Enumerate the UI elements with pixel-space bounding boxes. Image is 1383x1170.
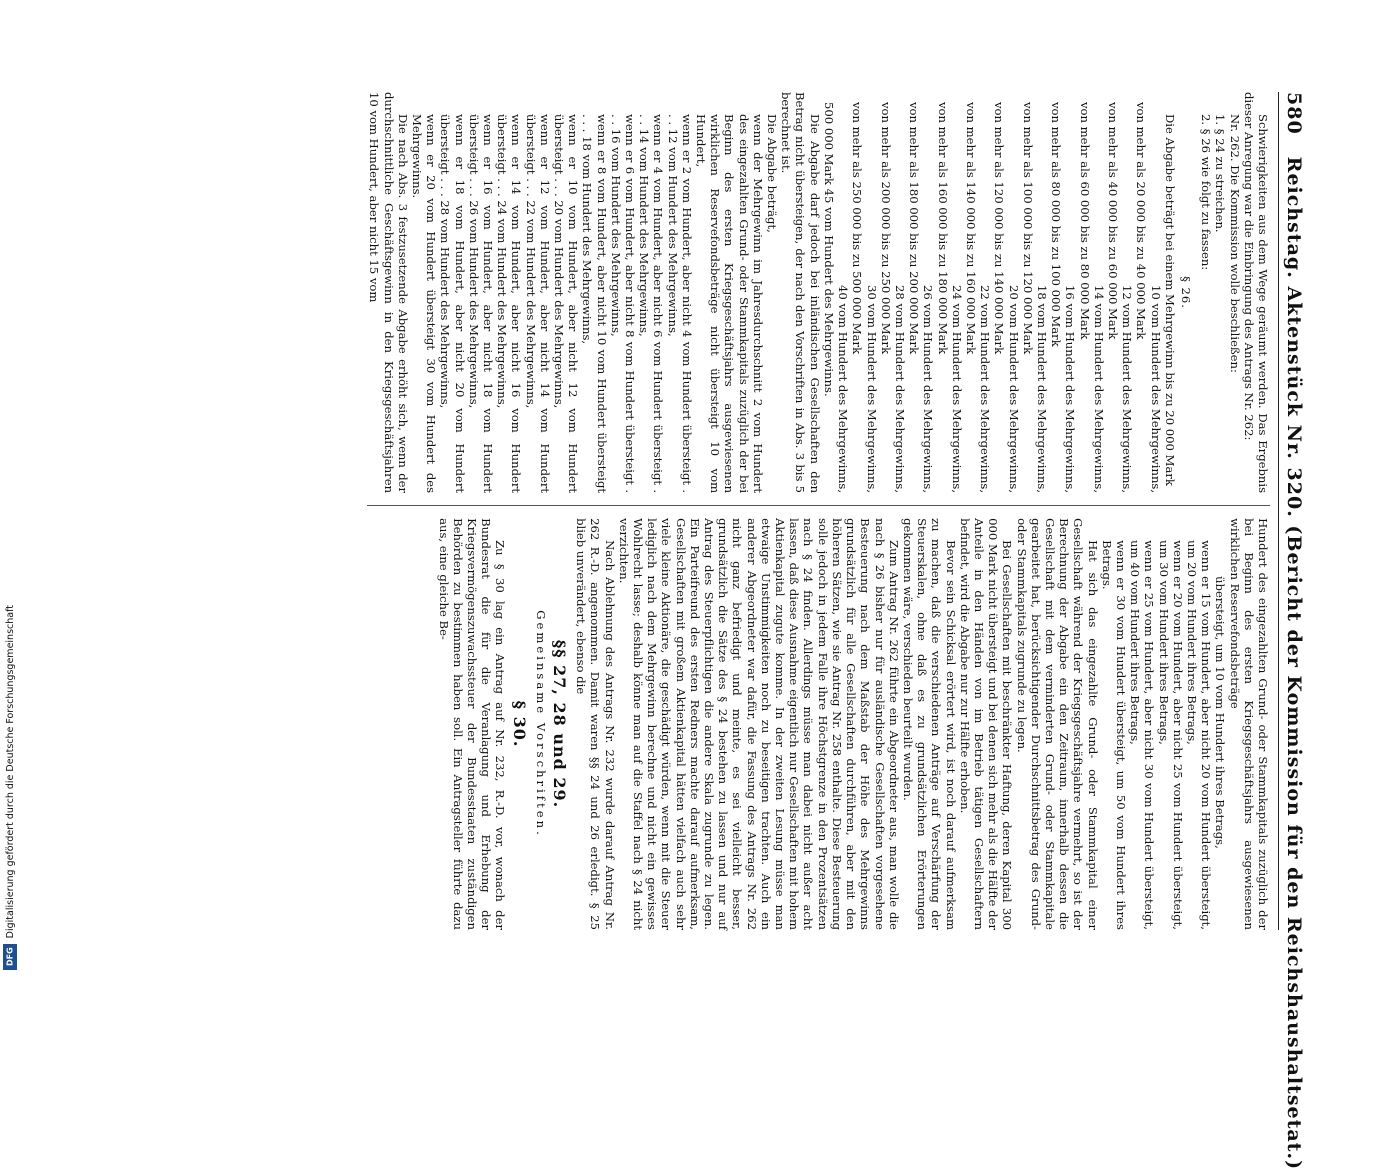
rate-percent: 22 vom Hundert des Mehrgewinns, <box>978 285 993 494</box>
rate-line: wenn er 4 vom Hundert, aber nicht 6 vom Hundert übersteigt . . . 14 vom Hundert des Mehrgewinns, <box>637 114 666 494</box>
rate-range <box>893 102 907 285</box>
paragraph: wenn der Mehrgewinn im Jahresdurchschnitt 2 vom Hundert des eingezahlten Grund- oder Stammkapitals zuzüglich der bei Beginn des ersten Kriegsgeschäftsjahrs ausgewiesenen wirklichen Reservefondsbeträge nicht übersteigt 10 vom Hundert, <box>694 114 765 494</box>
rate-range <box>1092 102 1106 285</box>
rate-range: von mehr als 60 000 bis zu 80 000 Mark <box>1077 102 1092 340</box>
rate-row <box>1035 92 1049 493</box>
rate-range: von mehr als 40 000 bis zu 60 000 Mark <box>1105 102 1120 340</box>
rate-table-2 <box>410 92 694 493</box>
rate-line: wenn er 12 vom Hundert, aber nicht 14 vom Hundert übersteigt . . . 22 vom Hundert des Mehrgewinns, <box>523 114 552 494</box>
intro-paragraph: Schwierigkeiten aus dem Wege geräumt werden. Das Ergebnis dieser Anregung war die Einbringung des Antrags Nr. 262: <box>1241 92 1270 494</box>
rate-row <box>921 92 935 493</box>
section-heading: § 30. <box>509 700 529 748</box>
list-item: 1. § 24 zu streichen. <box>1213 114 1228 233</box>
left-column <box>367 92 1270 505</box>
page-header <box>1278 92 1305 1170</box>
rate-percent: 16 vom Hundert des Mehrgewinns, <box>1063 285 1078 494</box>
paragraph: Bei Gesellschaften mit beschränkter Haftung, deren Kapital 300 000 Mark nicht übersteigt und bei denen sich mehr als die Hälfte der Anteile in den Händen von im Betrieb tätigen Gesellschaftern befindet, wird die Abgabe nur zur Hälfte erhoben. <box>957 518 1015 930</box>
rate-percent: 24 vom Hundert des Mehrgewinns, <box>949 285 964 494</box>
text-columns <box>367 92 1270 930</box>
rate-range: 500 000 Mark 45 vom Hundert des Mehrgewinns. <box>821 102 836 397</box>
rate-percent: 26 vom Hundert des Mehrgewinns, <box>921 285 936 494</box>
rate-row <box>836 92 850 493</box>
paragraph: Zu § 30 lag ein Antrag auf Nr. 232, R.-D. vor, wonach der Bundesrat die für die Veranlagung und Erhebung der Kriegsvermögenszuwachssteuer der Bundesstaaten zuständigen Behörden zu bestimmen haben soll. Ein Antragsteller führte dazu aus, eine gleiche Be- <box>436 518 508 930</box>
surcharge-line: wenn er 30 vom Hundert übersteigt, um 50 vom Hundert ihres Betrags. <box>1099 540 1128 930</box>
rate-percent: 40 vom Hundert des Mehrgewinns, <box>836 285 851 494</box>
rate-row <box>992 92 1006 493</box>
surcharge-line: wenn er 20 vom Hundert, aber nicht 25 vom Hundert übersteigt, um 30 vom Hundert ihres Betrags, <box>1156 540 1185 930</box>
rate-range <box>1148 102 1162 285</box>
rate-range: von mehr als 120 000 bis zu 140 000 Mark <box>992 102 1007 355</box>
rate-row <box>935 92 949 493</box>
paragraph: Zum Antrag Nr. 262 führte ein Abgeordneter aus, man wolle die nach § 26 bisher nur für ausländische Gesellschaften vorgesehene Besteuerung nach dem Maßstab der Höhe des Mehrgewinns grundsätzlich für alle Gesellschaften durchführen, aber mit den höheren Sätzen, wie sie Antrag Nr. 258 enthalte. Diese Besteuerung solle jedoch in jedem Falle ihre Höchstgrenze in den Prozentsätzen nach § 24 finden. Allerdings müsse man dabei nicht außer acht lassen, daß diese Ausnahme eigentlich nur Gesellschaften mit hohem Aktienkapital zugute komme. In der zweiten Lesung müsse man etwaige Unstimmigkeiten noch zu beseitigen trachten. Auch ein anderer Abgeordneter war dafür, die Fassung des Antrags Nr. 262 nicht ganz befriedigt und meinte, es sei vielleicht besser, grundsätzlich die Sätze des § 24 bestehen zu lassen und nur auf Antrag des Steuerpflichtigen die andere Skala zugrunde zu legen. Ein Parteifreund des ersten Redners machte darauf aufmerksam, Gesellschaften mit großem Aktienkapital hätten vielfach auch sehr viele kleine Aktionäre, die geschädigt würden, wenn mit die Steuer lediglich nach dem Mehrgewinn berechne und nicht ein gewisses Wohlrecht lasse; deshalb könne man auf die Staffel nach § 24 nicht verzichten. <box>616 518 901 930</box>
rate-percent: 20 vom Hundert des Mehrgewinns, <box>1006 285 1021 494</box>
rate-row <box>1049 92 1063 493</box>
rate-row <box>1077 92 1091 493</box>
rate-range <box>864 102 878 285</box>
rate-row <box>1106 92 1120 493</box>
rate-line: wenn er 2 vom Hundert, aber nicht 4 vom Hundert übersteigt . . . 12 vom Hundert des Mehrgewinns, <box>665 114 694 494</box>
surcharge-line: wenn er 25 vom Hundert, aber nicht 30 vom Hundert übersteigt, um 40 vom Hundert ihres Betrags, <box>1128 540 1157 930</box>
rate-range: von mehr als 100 000 bis zu 120 000 Mark <box>1020 102 1035 355</box>
rate-row <box>864 92 878 493</box>
rate-range <box>836 102 850 285</box>
rate-percent: 18 vom Hundert des Mehrgewinns, <box>1034 285 1049 494</box>
rate-percent: 28 vom Hundert des Mehrgewinns, <box>892 285 907 494</box>
rate-range <box>950 102 964 285</box>
rate-range <box>1120 102 1134 285</box>
surcharge-line: wenn er 15 vom Hundert, aber nicht 20 vom Hundert übersteigt, um 20 vom Hundert ihres Betrags, <box>1184 540 1214 930</box>
rate-row <box>950 92 964 493</box>
rate-row <box>1021 92 1035 493</box>
rate-range: von mehr als 20 000 bis zu 40 000 Mark <box>1134 102 1149 340</box>
rate-row <box>1006 92 1020 493</box>
subheading: Gemeinsame Vorschriften. <box>533 610 548 838</box>
rate-line: wenn er 16 vom Hundert, aber nicht 18 vom Hundert übersteigt . . . 26 vom Hundert des Mehrgewinns, <box>466 114 496 494</box>
rate-line: wenn er 6 vom Hundert, aber nicht 8 vom Hundert übersteigt . . . 16 vom Hundert des Mehrgewinns, <box>608 114 638 494</box>
rate-line: wenn er 18 vom Hundert, aber nicht 20 vom Hundert übersteigt . . . 28 vom Hundert des Mehrgewinns, <box>438 114 467 494</box>
rate-range <box>1035 102 1049 285</box>
rate-row <box>1120 92 1134 493</box>
rate-percent: 10 vom Hundert des Mehrgewinns, <box>1148 285 1163 494</box>
list-item: 2. § 26 wie folgt zu fassen: <box>1199 114 1214 271</box>
antrag-line: Nr. 262. Die Kommission wolle beschließen: <box>1227 114 1242 373</box>
rate-row <box>907 92 921 493</box>
rate-range: von mehr als 180 000 bis zu 200 000 Mark <box>907 102 922 355</box>
dfg-logo: DFG <box>3 944 17 970</box>
paragraph: Die Abgabe darf jedoch bei inländischen Gesellschaften den Betrag nicht übersteigen, der nach den Vorschriften in Abs. 3 bis 5 berechnet ist. <box>779 92 822 494</box>
paragraph: Nach Ablehnung des Antrags Nr. 232 wurde darauf Antrag Nr. 262 R.-D. angenommen. Damit waren §§ 24 und 26 erledigt. § 25 blieb unverändert, ebenso die <box>574 518 617 930</box>
rate-row <box>1063 92 1077 493</box>
rate-range <box>978 102 992 285</box>
rate-line: wenn er 10 vom Hundert, aber nicht 12 vom Hundert übersteigt . . . 20 vom Hundert des Mehrgewinns, <box>552 114 581 494</box>
rate-row <box>879 92 893 493</box>
section-heading: § 26. <box>1178 276 1193 309</box>
rate-row <box>1134 92 1148 493</box>
page-number: 580 <box>1283 92 1305 135</box>
rate-lead: Die Abgabe beträgt bei einem Mehrgewinn bis zu 20 000 Mark <box>1162 114 1177 486</box>
rate-row <box>893 92 907 493</box>
rate-percent: 30 vom Hundert des Mehrgewinns, <box>864 285 879 494</box>
rate-range <box>1063 102 1077 285</box>
rate-range: von mehr als 140 000 bis zu 160 000 Mark <box>963 102 978 355</box>
continued-paragraph: Hundert des eingezahlten Grund- oder Stammkapitals zuzüglich der bei Beginn des ersten Kriegsgeschäftsjahrs ausgewiesenen wirklichen Reservefondsbeträge <box>1227 518 1270 930</box>
paragraph: Hat sich das eingezahlte Grund- oder Stammkapital einer Gesellschaft während der Kriegsgeschäftsjahre vermehrt, so ist der Berechnung der Abgabe ein den Zeitraum, innerhalb dessen die Gesellschaft mit dem verminderten Grund- oder Stammkapitale gearbeitet hat, berücksichtigender Durchschnittsbetrag des Grund- oder Stammkapitals zugrunde zu legen. <box>1014 518 1100 930</box>
page-title: Reichstag. Aktenstück Nr. 320. (Bericht der Kommission für den Reichshaushaltsetat.) <box>1283 156 1305 1170</box>
paragraph: Bevor sein Schicksal erörtert wird, ist noch darauf aufmerksam zu machen, daß die verschiedenen Anträge auf Verschärfung der Steuerskalen, ohne daß es zu grundsätzlichen Erörterungen gekommen wäre, verschieden beurteilt wurden. <box>900 518 958 930</box>
rate-row <box>964 92 978 493</box>
rate-row <box>978 92 992 493</box>
surcharge-line: übersteigt, um 10 vom Hundert ihres Betrags, <box>1213 576 1228 849</box>
rate-range: von mehr als 250 000 bis zu 500 000 Mark <box>850 102 865 355</box>
rate-line: wenn er 14 vom Hundert, aber nicht 16 vom Hundert übersteigt . . . 24 vom Hundert des Mehrgewinns, <box>495 114 524 494</box>
rate-row <box>822 92 836 493</box>
rate-row <box>1092 92 1106 493</box>
rate-percent: 14 vom Hundert des Mehrgewinns, <box>1091 285 1106 494</box>
paragraph: Die nach Abs. 3 festzusetzende Abgabe erhöht sich, wenn der durchschnittliche Geschäftsgewinn in den Kriegsgeschäftsjahren 10 vom Hundert, aber nicht 15 vom <box>367 92 410 494</box>
rate-range: von mehr als 160 000 bis zu 180 000 Mark <box>935 102 950 355</box>
rate-line: wenn er 8 vom Hundert, aber nicht 10 vom Hundert übersteigt . . . 18 vom Hundert des Mehrgewinns, <box>580 114 609 494</box>
credit-strip <box>0 605 20 1000</box>
rate-percent: 12 vom Hundert des Mehrgewinns, <box>1120 285 1135 494</box>
rate-range: von mehr als 80 000 bis zu 100 000 Mark <box>1049 102 1064 347</box>
rate-range <box>921 102 935 285</box>
rate-row <box>850 92 864 493</box>
rate-table <box>822 92 1163 493</box>
credit-text: Digitalisierung gefördert durch die Deutsche Forschungsgemeinschaft <box>4 605 16 939</box>
section-heading: §§ 27, 28 und 29. <box>550 639 570 809</box>
rate-row <box>1148 92 1162 493</box>
surcharge-table <box>1100 518 1228 930</box>
rate-line: wenn er 20 vom Hundert übersteigt 30 vom Hundert des Mehrgewinns. <box>410 114 439 494</box>
rate-range <box>1006 102 1020 285</box>
right-column <box>367 505 1270 930</box>
paragraph: Die Abgabe beträgt, <box>765 114 780 233</box>
rate-range: von mehr als 200 000 bis zu 250 000 Mark <box>878 102 893 355</box>
